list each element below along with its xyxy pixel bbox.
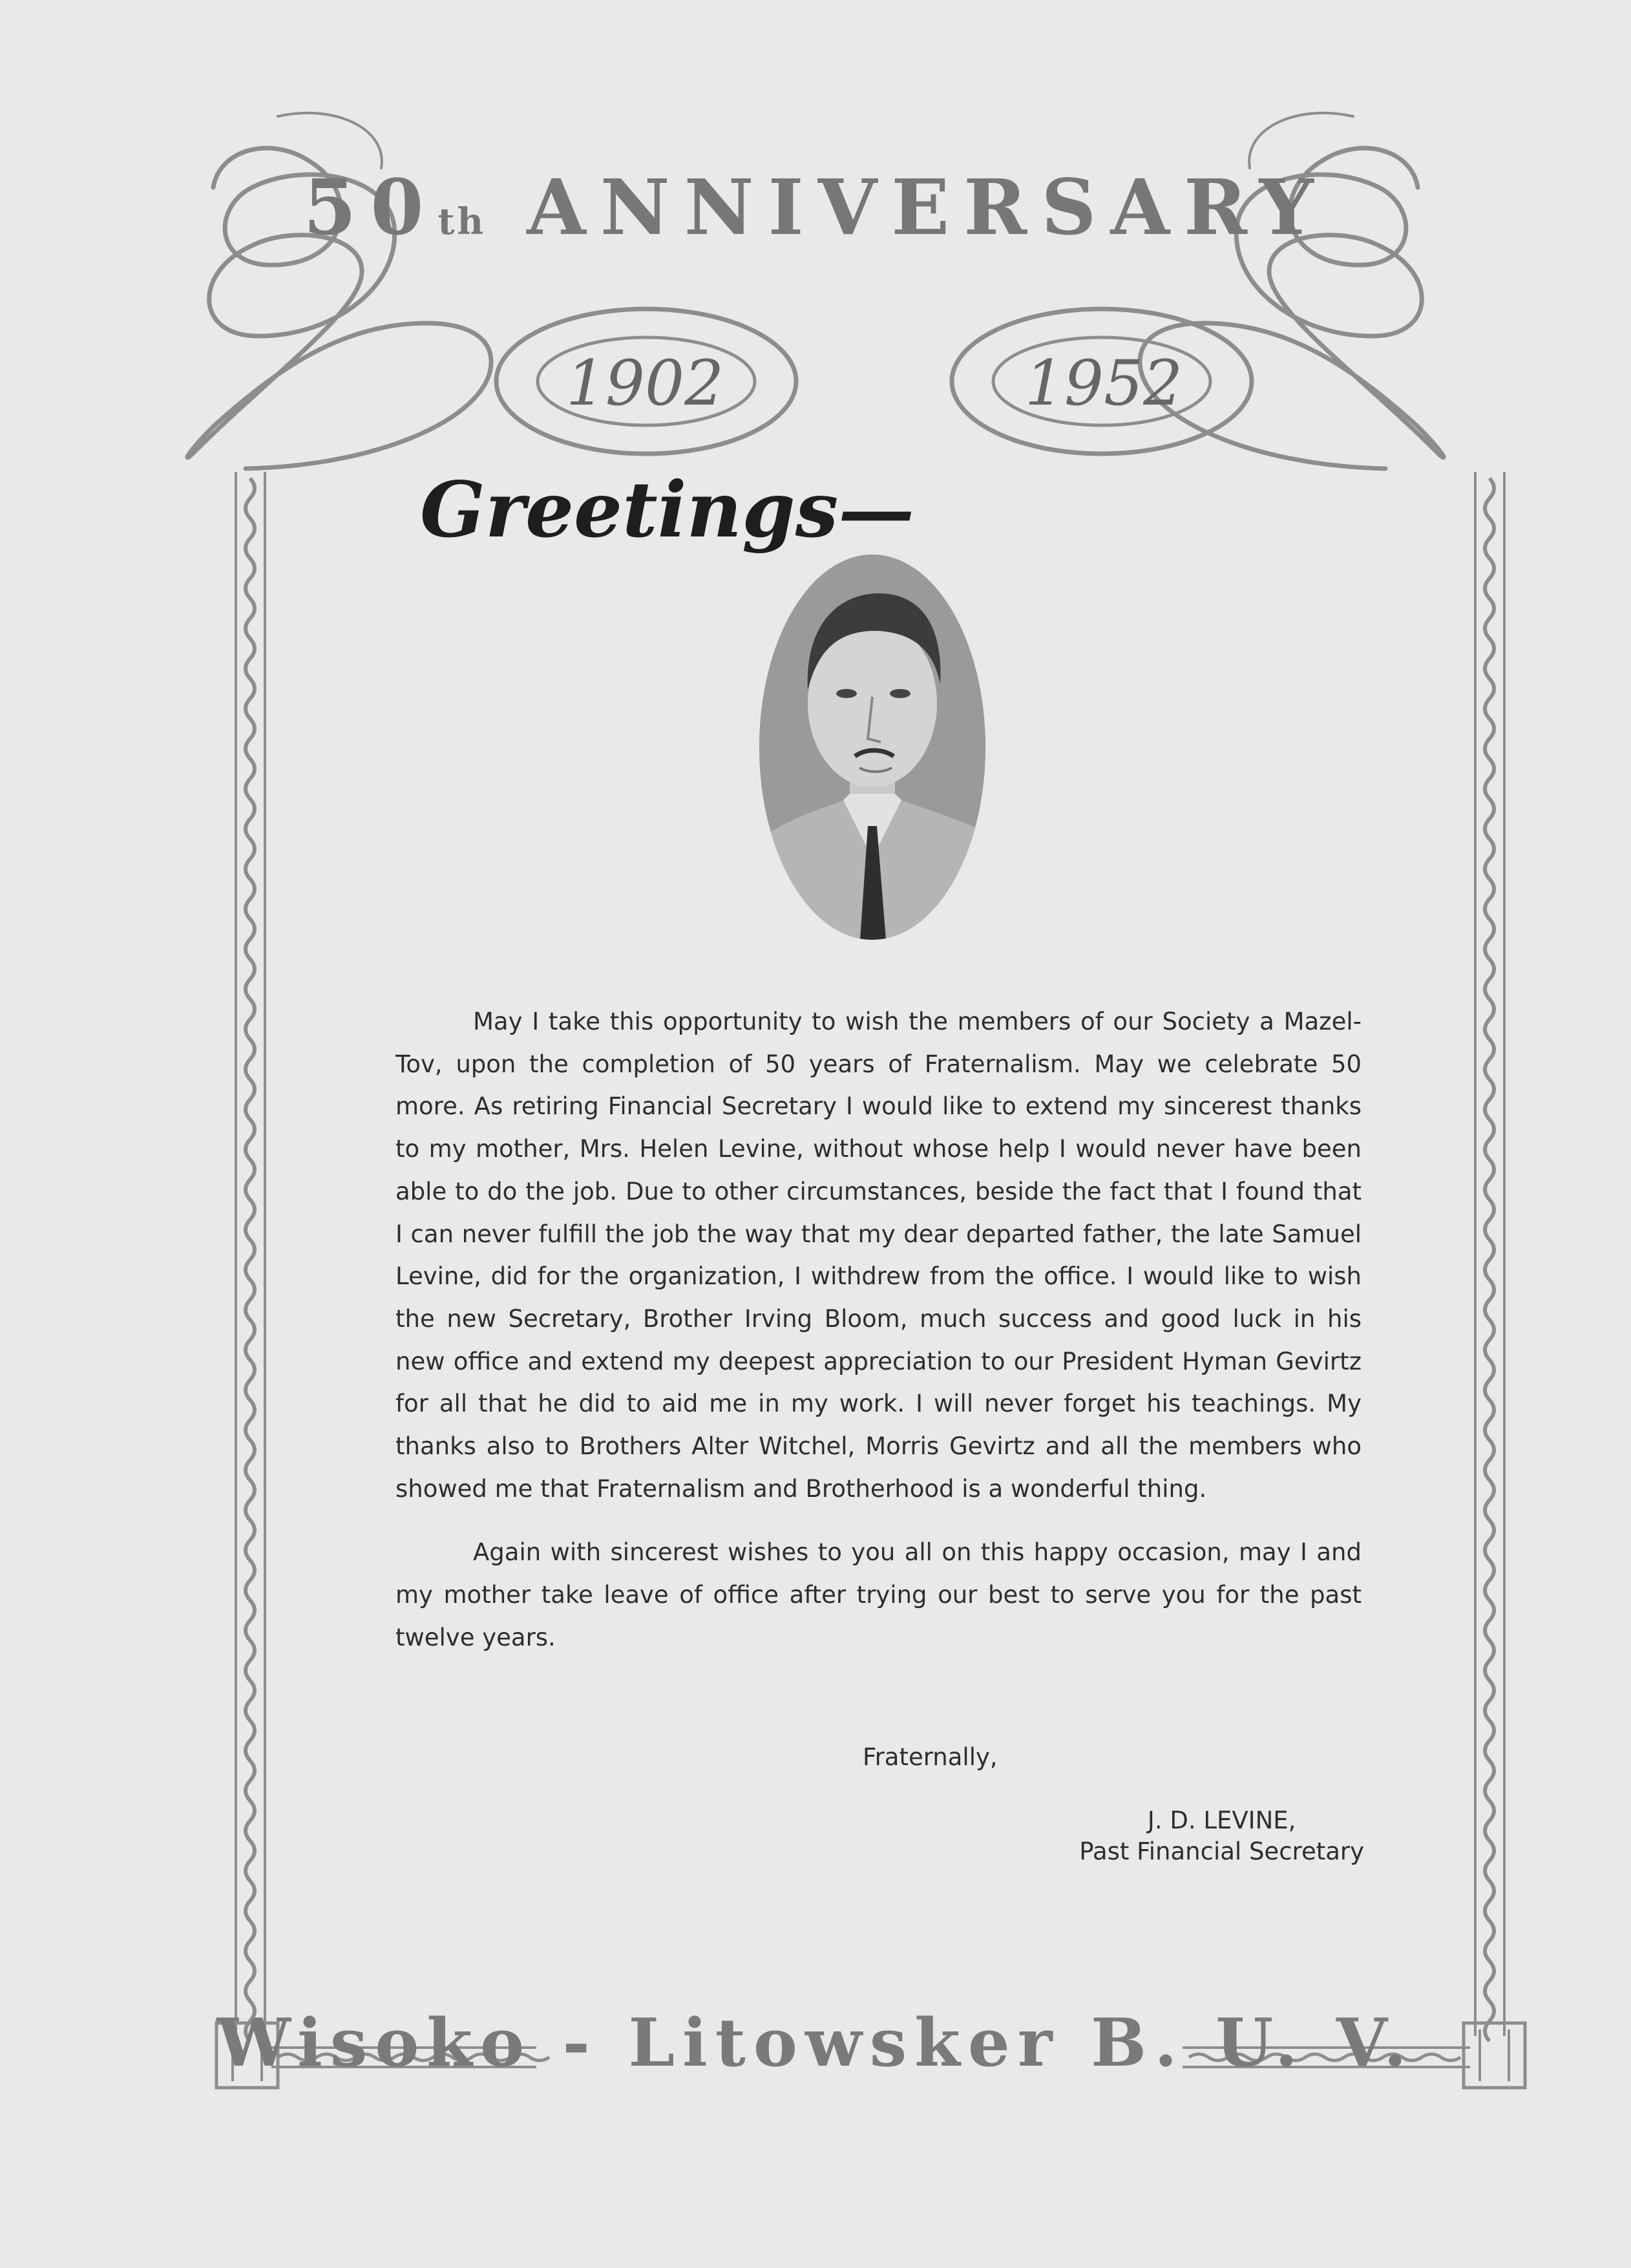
signature-name: J. D. LEVINE, (1147, 1807, 1296, 1834)
greeting-heading: Greetings— (420, 465, 915, 555)
year-start: 1902 (565, 347, 724, 419)
letter-closing: Fraternally, (863, 1743, 998, 1771)
portrait-illustration (759, 555, 985, 940)
signature-title: Past Financial Secretary (1079, 1838, 1364, 1865)
year-end: 1952 (1024, 347, 1183, 419)
anniversary-suffix: th (437, 200, 487, 243)
right-wave-border (1485, 478, 1494, 2041)
anniversary-number: 50 (303, 162, 438, 252)
signature-block (1079, 1805, 1364, 1867)
portrait-photo (759, 555, 985, 940)
left-wave-border (246, 478, 255, 2041)
society-name-footer: Wisoko - Litowsker B. U. V. (216, 2004, 1415, 2082)
letter-paragraph: May I take this opportunity to wish the members of our Society a Mazel-Tov, upon the completion of 50 years of Fraternalism. May we celebrate 50 more. As retiring Financial Secretary I would like to extend my sincerest thanks to my mother, Mrs. Helen Levine, without whose help I would never have been able to do the job. Due to other circumstances, beside the fact that I found that I can never fulfill the job the way that my dear departed father, the late Samuel Levine, did for the organization, I withdrew from the office. I would like to wish the new Secretary, Brother Irving Bloom, much success and good luck in his new office and extend my deepest appreciation to our President Hyman Gevirtz for all that he did to aid me in my work. I will never forget his teachings. My thanks also to Brothers Alter Witchel, Morris Gevirtz and all the members who showed me that Fraternalism and Brotherhood is a wonderful thing. (395, 1008, 1362, 1503)
anniversary-word: ANNIVERSARY (527, 162, 1328, 252)
letter-paragraph: Again with sincerest wishes to you all on this happy occasion, may I and my mother take leave of office after trying our best to serve you for the past twelve years. (395, 1538, 1362, 1651)
letter-body (395, 1001, 1362, 1659)
anniversary-title (0, 162, 1631, 252)
